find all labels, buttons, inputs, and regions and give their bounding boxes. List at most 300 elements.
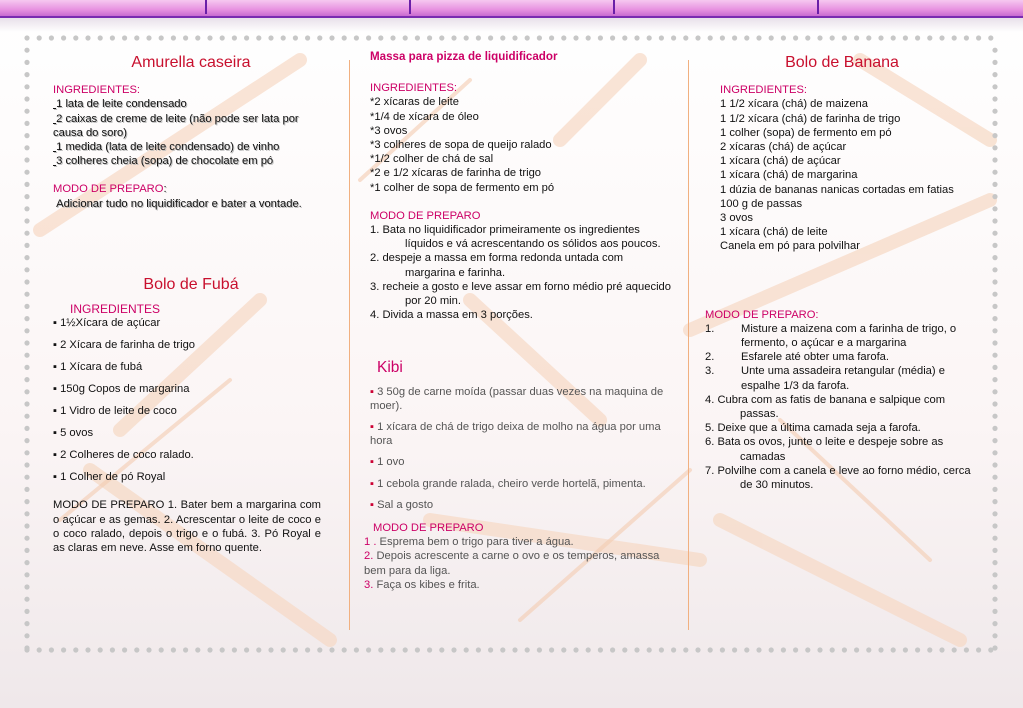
frame-dot — [708, 35, 713, 40]
frame-dot — [98, 35, 103, 40]
frame-dot — [171, 35, 176, 40]
frame-dot — [183, 35, 188, 40]
frame-dot — [24, 218, 29, 223]
frame-dot — [992, 304, 997, 309]
frame-dot — [24, 243, 29, 248]
list-item: 1 1/2 xícara (chá) de farinha de trigo — [720, 112, 901, 125]
frame-dot — [610, 647, 615, 652]
frame-dot — [98, 647, 103, 652]
frame-dot — [24, 84, 29, 89]
frame-dot — [683, 35, 688, 40]
frame-dot — [992, 145, 997, 150]
frame-dot — [992, 48, 997, 53]
top-decorative-band — [0, 0, 1023, 18]
list-item: 1 dúzia de bananas nanicas cortadas em fatias — [720, 183, 954, 196]
list-item: 1 xícara (chá) de leite — [720, 226, 828, 239]
list-item: 3 colheres cheia (sopa) de chocolate em pó — [56, 155, 274, 168]
frame-dot — [781, 647, 786, 652]
frame-dot — [24, 194, 29, 199]
frame-dot — [891, 647, 896, 652]
frame-dot — [756, 647, 761, 652]
frame-dot — [24, 548, 29, 553]
list-item: 2 xícaras (chá) de açúcar — [720, 141, 847, 154]
fuba-title: Bolo de Fubá — [143, 275, 239, 293]
frame-dot — [24, 206, 29, 211]
frame-dot — [817, 647, 822, 652]
frame-dot — [439, 35, 444, 40]
frame-dot — [622, 35, 627, 40]
frame-dot — [866, 35, 871, 40]
frame-dot — [24, 96, 29, 101]
list-item: ▪ 2 Colheres de coco ralado. — [53, 449, 194, 462]
frame-dot — [992, 279, 997, 284]
frame-dot — [992, 194, 997, 199]
frame-dot — [952, 647, 957, 652]
frame-dot — [992, 157, 997, 162]
frame-dot — [415, 647, 420, 652]
frame-dot — [610, 35, 615, 40]
frame-dot — [317, 35, 322, 40]
amurella-title: Amurella caseira — [131, 54, 251, 71]
pizza-prep-label: MODO DE PREPARO — [370, 209, 481, 222]
frame-dot — [573, 35, 578, 40]
list-item: *1/4 de xícara de óleo — [370, 110, 479, 123]
frame-dot — [992, 328, 997, 333]
list-item: 2 caixas de creme de leite (não pode ser lata por causa do soro) — [53, 112, 299, 139]
frame-dot — [992, 511, 997, 516]
frame-dot — [992, 377, 997, 382]
frame-dot — [992, 609, 997, 614]
frame-dot — [842, 647, 847, 652]
frame-dot — [305, 647, 310, 652]
frame-dot — [992, 316, 997, 321]
fuba-ingredients-label: INGREDIENTES — [70, 302, 161, 317]
frame-dot — [195, 647, 200, 652]
column-right — [705, 56, 973, 492]
list-item: *2 xícaras de leite — [370, 96, 459, 109]
frame-dot — [171, 647, 176, 652]
column-divider-1 — [349, 60, 350, 630]
frame-dot — [85, 647, 90, 652]
list-item: ▪ 3 50g de carne moída (passar duas vezes na maquina de moer). — [370, 385, 664, 412]
frame-dot — [683, 647, 688, 652]
frame-dot — [927, 647, 932, 652]
frame-dot — [390, 647, 395, 652]
frame-dot — [24, 72, 29, 77]
frame-dot — [24, 414, 29, 419]
amurella-ingredient-list — [53, 97, 329, 168]
frame-dot — [24, 487, 29, 492]
frame-dot — [293, 35, 298, 40]
frame-dot — [512, 647, 517, 652]
fuba-ingredient-list — [53, 316, 329, 484]
frame-dot — [525, 647, 530, 652]
frame-dot — [159, 35, 164, 40]
banana-steps — [705, 322, 973, 492]
frame-dot — [24, 645, 29, 650]
top-band-shadow — [0, 18, 1023, 32]
frame-dot — [73, 35, 78, 40]
frame-dot — [647, 647, 652, 652]
frame-dot — [500, 647, 505, 652]
frame-dot — [281, 647, 286, 652]
frame-dot — [878, 35, 883, 40]
frame-dot — [805, 647, 810, 652]
frame-dot — [854, 647, 859, 652]
frame-dot — [992, 72, 997, 77]
banana-prep-label: MODO DE PREPARO: — [705, 308, 819, 321]
frame-dot — [24, 572, 29, 577]
frame-dot — [598, 647, 603, 652]
frame-dot — [464, 647, 469, 652]
frame-dot — [549, 647, 554, 652]
frame-dot — [732, 647, 737, 652]
frame-dot — [110, 647, 115, 652]
pizza-ingredient-list — [370, 95, 672, 194]
frame-dot — [992, 365, 997, 370]
frame-dot — [878, 647, 883, 652]
frame-dot — [134, 35, 139, 40]
frame-dot — [451, 35, 456, 40]
frame-dot — [183, 647, 188, 652]
frame-dot — [24, 133, 29, 138]
frame-dot — [988, 35, 993, 40]
pizza-steps — [370, 223, 672, 322]
frame-dot — [403, 35, 408, 40]
frame-dot — [537, 35, 542, 40]
frame-dot — [992, 84, 997, 89]
frame-dot — [24, 377, 29, 382]
amurella-prep-label: MODO DE PREPARO: — [53, 183, 167, 196]
frame-dot — [366, 647, 371, 652]
frame-dot — [939, 647, 944, 652]
list-item: 1 xícara (chá) de margarina — [720, 169, 858, 182]
frame-dot — [476, 35, 481, 40]
list-item: *3 colheres de sopa de queijo ralado — [370, 139, 552, 152]
frame-dot — [49, 35, 54, 40]
frame-dot — [342, 647, 347, 652]
frame-dot — [992, 462, 997, 467]
amurella-prep-text: Adicionar tudo no liquidificador e bater a vontade. — [56, 197, 302, 210]
frame-dot — [366, 35, 371, 40]
frame-dot — [992, 353, 997, 358]
frame-dot — [24, 255, 29, 260]
frame-dot — [976, 35, 981, 40]
frame-dot — [586, 647, 591, 652]
frame-dot — [244, 35, 249, 40]
list-item: *2 e 1/2 xícaras de farinha de trigo — [370, 167, 542, 180]
frame-dot — [992, 170, 997, 175]
frame-dot — [927, 35, 932, 40]
list-item: 2. despeje a massa em forma redonda untada com margarina e farinha. — [370, 252, 624, 279]
frame-dot — [24, 340, 29, 345]
list-item: 1. Misture a maizena com a farinha de trigo, o fermento, o açúcar e a margarina — [705, 322, 957, 350]
frame-dot — [488, 647, 493, 652]
frame-dot — [73, 647, 78, 652]
frame-dot — [281, 35, 286, 40]
frame-dot — [744, 35, 749, 40]
column-divider-2 — [688, 60, 689, 630]
pizza-title: Massa para pizza de liquidificador — [370, 50, 558, 63]
frame-dot — [61, 35, 66, 40]
list-item: ▪ 2 Xícara de farinha de trigo — [53, 339, 196, 352]
frame-dot — [24, 182, 29, 187]
list-item: ▪ 1 Xícara de fubá — [53, 361, 143, 374]
frame-dot — [207, 35, 212, 40]
column-middle — [364, 50, 672, 592]
frame-dot — [439, 647, 444, 652]
frame-dot — [915, 35, 920, 40]
frame-dot — [634, 35, 639, 40]
frame-dot — [427, 35, 432, 40]
frame-dot — [122, 35, 127, 40]
list-item: 1 lata de leite condensado — [56, 98, 187, 111]
frame-dot — [451, 647, 456, 652]
list-item: 3. Unte uma assadeira retangular (média) e espalhe 1/3 da farofa. — [705, 365, 945, 392]
frame-dot — [992, 243, 997, 248]
frame-dot — [342, 35, 347, 40]
frame-dot — [769, 647, 774, 652]
frame-dot — [85, 35, 90, 40]
list-item: 2. Depois acrescente a carne o ovo e os temperos, amassa bem para da liga. — [364, 550, 660, 577]
frame-dot — [37, 647, 42, 652]
frame-dot — [695, 35, 700, 40]
frame-dot — [537, 647, 542, 652]
list-item: ▪ 150g Copos de margarina — [53, 383, 190, 396]
frame-dot — [992, 621, 997, 626]
frame-dot — [992, 231, 997, 236]
frame-dot — [992, 499, 997, 504]
frame-dot — [992, 340, 997, 345]
frame-dot — [561, 647, 566, 652]
frame-dot — [671, 35, 676, 40]
frame-dot — [24, 328, 29, 333]
frame-dot — [793, 647, 798, 652]
list-item: ▪ Sal a gosto — [370, 498, 434, 511]
frame-dot — [992, 487, 997, 492]
frame-dot — [586, 35, 591, 40]
frame-dot — [24, 48, 29, 53]
frame-dot — [561, 35, 566, 40]
frame-dot — [268, 647, 273, 652]
frame-dot — [24, 279, 29, 284]
kibi-prep-label: MODO DE PREPARO — [373, 522, 484, 535]
frame-dot — [512, 35, 517, 40]
list-item: 3 ovos — [720, 212, 753, 225]
frame-dot — [24, 35, 29, 40]
frame-dot — [817, 35, 822, 40]
frame-dot — [317, 647, 322, 652]
frame-dot — [24, 597, 29, 602]
frame-dot — [866, 647, 871, 652]
frame-dot — [24, 499, 29, 504]
frame-dot — [24, 145, 29, 150]
list-item: ▪ 1½Xícara de açúcar — [53, 317, 161, 330]
frame-dot — [939, 35, 944, 40]
frame-dot — [24, 292, 29, 297]
frame-dot — [549, 35, 554, 40]
list-item: 3. recheie a gosto e leve assar em forno médio pré aquecido por 20 min. — [370, 280, 671, 308]
frame-dot — [622, 647, 627, 652]
frame-dot — [744, 647, 749, 652]
frame-dot — [988, 647, 993, 652]
frame-dot — [659, 647, 664, 652]
frame-dot — [903, 647, 908, 652]
frame-dot — [24, 267, 29, 272]
frame-dot — [976, 647, 981, 652]
frame-dot — [403, 647, 408, 652]
frame-dot — [732, 35, 737, 40]
frame-dot — [24, 389, 29, 394]
frame-dot — [525, 35, 530, 40]
list-item: ▪ 1 Vidro de leite de coco — [53, 405, 177, 418]
frame-dot — [134, 647, 139, 652]
frame-dot — [24, 536, 29, 541]
frame-dot — [24, 304, 29, 309]
frame-dot — [992, 584, 997, 589]
frame-dot — [903, 35, 908, 40]
frame-dot — [24, 647, 29, 652]
frame-dot — [159, 647, 164, 652]
frame-dot — [24, 560, 29, 565]
banana-title: Bolo de Banana — [785, 54, 899, 71]
frame-dot — [992, 267, 997, 272]
list-item: 7. Polvilhe com a canela e leve ao forno médio, cerca de 30 minutos. — [705, 464, 971, 492]
frame-dot — [781, 35, 786, 40]
list-item: 6. Bata os ovos, junte o leite e despeje sobre as camadas — [705, 436, 944, 463]
frame-dot — [573, 647, 578, 652]
frame-dot — [37, 35, 42, 40]
frame-dot — [992, 401, 997, 406]
list-item: ▪ 1 xícara de chá de trigo deixa de molho na água por uma hora — [370, 421, 661, 448]
frame-dot — [992, 414, 997, 419]
frame-dot — [24, 609, 29, 614]
frame-dot — [268, 35, 273, 40]
frame-dot — [110, 35, 115, 40]
list-item: *1/2 colher de chá de sal — [370, 153, 494, 166]
frame-dot — [992, 597, 997, 602]
frame-dot — [24, 523, 29, 528]
list-item: 4. Cubra com as fatis de banana e salpique com passas. — [705, 393, 946, 421]
frame-dot — [659, 35, 664, 40]
frame-dot — [427, 647, 432, 652]
frame-dot — [500, 35, 505, 40]
frame-dot — [24, 316, 29, 321]
frame-dot — [830, 35, 835, 40]
frame-dot — [992, 206, 997, 211]
list-item: 100 g de passas — [720, 197, 803, 210]
fuba-prep-text: MODO DE PREPARO 1. Bater bem a margarina com o açúcar e as gemas. 2. Acrescentar o leite de coco e o coco ralado, depois o trigo e o fubá. 3. Pó Royal e as claras em neve. Asse em forno quente. — [53, 499, 321, 555]
frame-dot — [24, 426, 29, 431]
frame-dot — [24, 401, 29, 406]
frame-dot — [992, 450, 997, 455]
list-item: 3. Faça os kibes e frita. — [364, 578, 480, 591]
list-item: 1 medida (lata de leite condensado) de vinho — [56, 141, 280, 154]
frame-dot — [464, 35, 469, 40]
frame-dot — [992, 182, 997, 187]
frame-dot — [964, 35, 969, 40]
frame-dot — [992, 645, 997, 650]
frame-dot — [964, 647, 969, 652]
kibi-steps — [364, 535, 672, 592]
frame-dot — [720, 647, 725, 652]
banana-ingredient-block — [705, 83, 973, 253]
list-item: ▪ 5 ovos — [53, 427, 94, 440]
frame-dot — [329, 647, 334, 652]
frame-dot — [830, 647, 835, 652]
frame-dot — [220, 35, 225, 40]
frame-dot — [720, 35, 725, 40]
list-item: 1 colher (sopa) de fermento em pó — [720, 126, 892, 139]
column-left — [53, 56, 329, 555]
frame-dot — [24, 511, 29, 516]
frame-dot — [378, 35, 383, 40]
frame-dot — [244, 647, 249, 652]
kibi-ingredient-list — [370, 385, 672, 512]
frame-dot — [992, 560, 997, 565]
frame-dot — [232, 647, 237, 652]
frame-dot — [992, 426, 997, 431]
frame-dot — [992, 572, 997, 577]
frame-dot — [49, 647, 54, 652]
list-item: *3 ovos — [370, 124, 408, 137]
frame-dot — [24, 60, 29, 65]
frame-dot — [992, 109, 997, 114]
frame-dot — [415, 35, 420, 40]
list-item: ▪ 1 ovo — [370, 456, 405, 469]
frame-dot — [24, 475, 29, 480]
list-item: 1 xícara (chá) de açúcar — [720, 155, 841, 168]
frame-dot — [992, 438, 997, 443]
frame-dot — [24, 621, 29, 626]
frame-dot — [24, 450, 29, 455]
banana-ingredients-label: INGREDIENTES: — [720, 84, 808, 97]
frame-dot — [992, 133, 997, 138]
frame-dot — [329, 35, 334, 40]
frame-dot — [354, 647, 359, 652]
list-item: 1. Bata no liquidificador primeiramente os ingredientes líquidos e vá acrescentando os sólidos aos poucos. — [370, 224, 661, 251]
frame-dot — [122, 647, 127, 652]
frame-dot — [992, 218, 997, 223]
frame-dot — [207, 647, 212, 652]
list-item: *1 colher de sopa de fermento em pó — [370, 181, 555, 194]
frame-dot — [598, 35, 603, 40]
frame-dot — [256, 35, 261, 40]
frame-dot — [695, 647, 700, 652]
frame-dot — [992, 96, 997, 101]
frame-dot — [805, 35, 810, 40]
frame-dot — [708, 647, 713, 652]
frame-dot — [854, 35, 859, 40]
list-item: ▪ 1 cebola grande ralada, cheiro verde hortelã, pimenta. — [370, 477, 646, 490]
frame-dot — [769, 35, 774, 40]
frame-dot — [378, 647, 383, 652]
frame-dot — [24, 584, 29, 589]
frame-dot — [992, 60, 997, 65]
frame-dot — [992, 121, 997, 126]
list-item: 2. Esfarele até obter uma farofa. — [705, 351, 890, 364]
frame-dot — [24, 109, 29, 114]
frame-dot — [24, 231, 29, 236]
list-item: 1 . Esprema bem o trigo para tiver a água. — [364, 536, 574, 549]
frame-dot — [793, 35, 798, 40]
frame-dot — [146, 647, 151, 652]
frame-dot — [354, 35, 359, 40]
list-item: 4. Divida a massa em 3 porções. — [370, 309, 533, 322]
frame-dot — [476, 647, 481, 652]
frame-dot — [61, 647, 66, 652]
frame-dot — [24, 365, 29, 370]
